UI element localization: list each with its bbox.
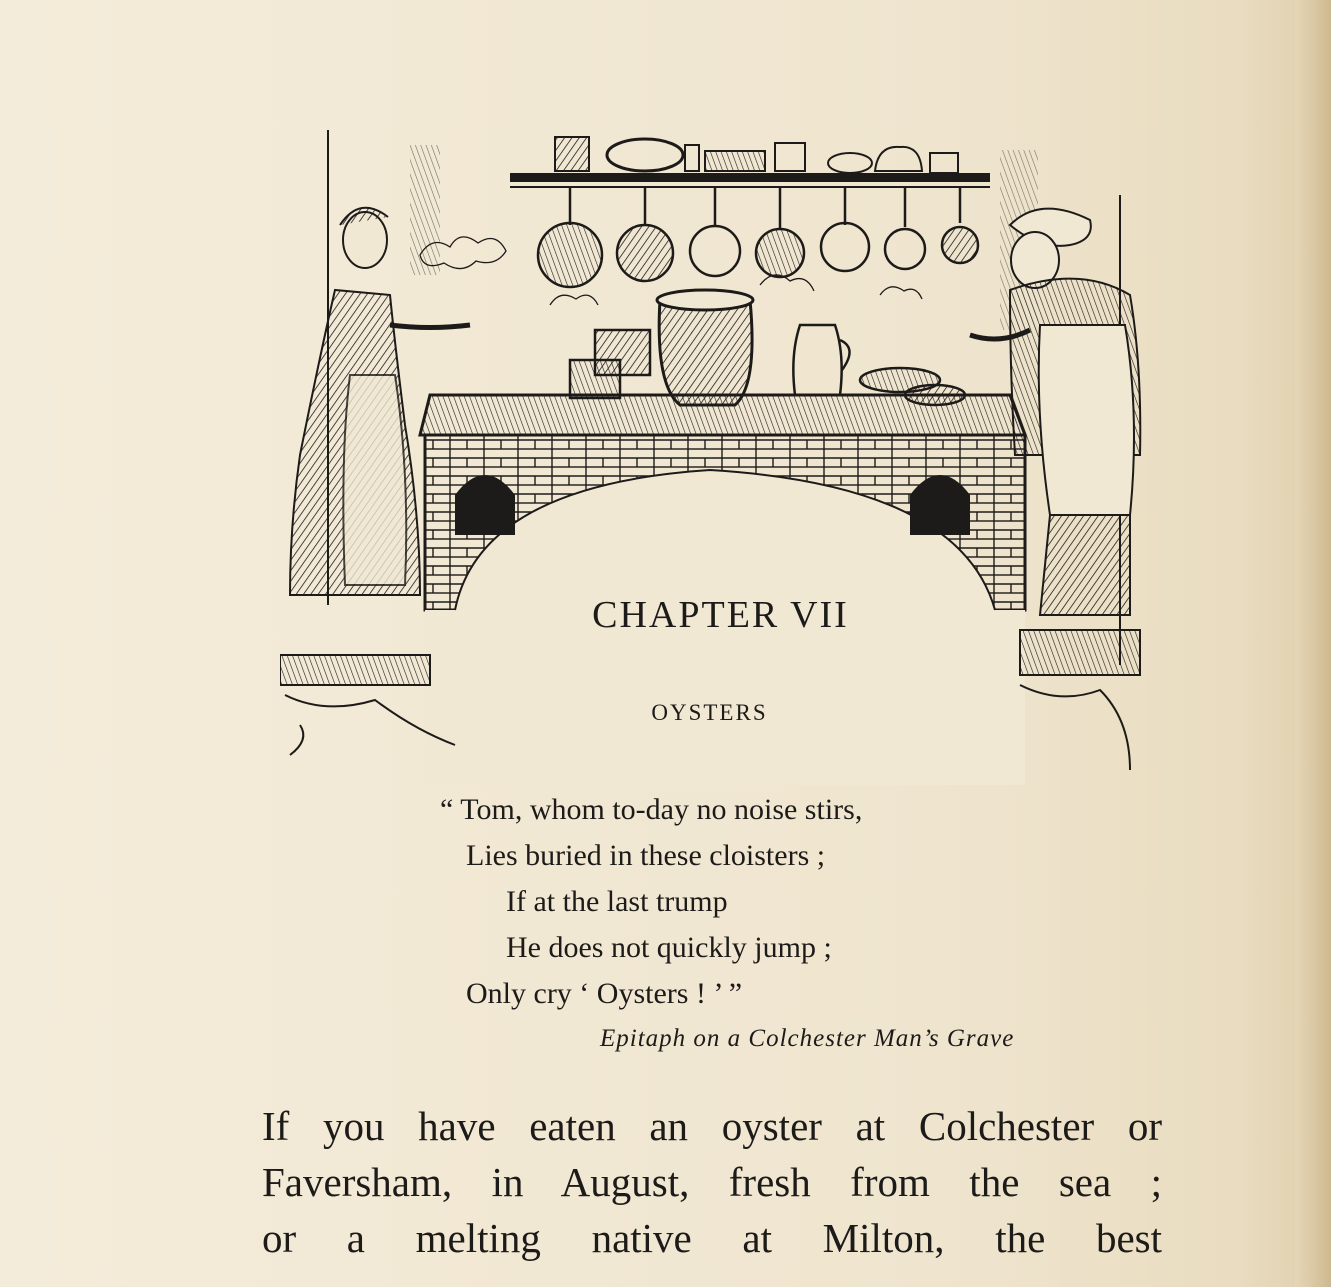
verse-line: Only cry ‘ Oysters ! ’ ” bbox=[466, 977, 743, 1010]
book-binding-edge bbox=[1295, 0, 1331, 1287]
chapter-body-text bbox=[262, 1098, 1162, 1266]
epigraph-attribution: Epitaph on a Colchester Man’s Grave bbox=[600, 1025, 1015, 1052]
chapter-number: CHAPTER VII bbox=[592, 594, 849, 636]
chapter-title: OYSTERS bbox=[651, 700, 768, 725]
verse-line: If at the last trump bbox=[506, 885, 728, 918]
kitchen-scene-icon bbox=[280, 125, 1145, 785]
body-line: If you have eaten an oyster at Colchester or bbox=[262, 1103, 1162, 1149]
body-line: Faversham, in August, fresh from the sea ; bbox=[262, 1159, 1162, 1205]
kitchen-illustration bbox=[280, 125, 1145, 785]
verse-line: He does not quickly jump ; bbox=[506, 931, 832, 964]
body-line: or a melting native at Milton, the best bbox=[262, 1215, 1162, 1261]
verse-line: “ Tom, whom to-day no noise stirs, bbox=[440, 793, 863, 826]
verse-line: Lies buried in these cloisters ; bbox=[466, 839, 826, 872]
